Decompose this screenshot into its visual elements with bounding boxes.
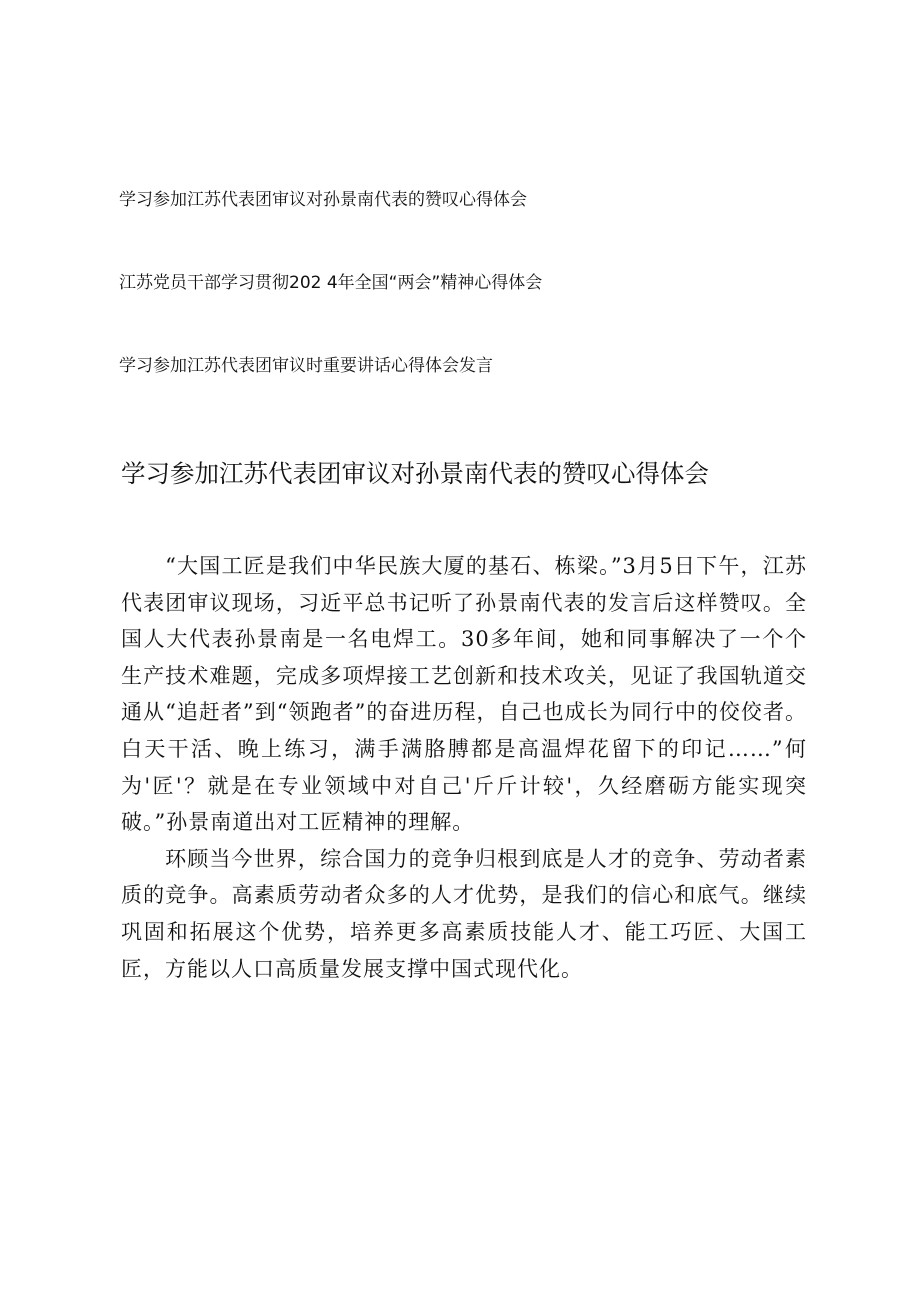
article-paragraph-2: 环顾当今世界，综合国力的竞争归根到底是人才的竞争、劳动者素质的竞争。高素质劳动者众多的人才优势，是我们的信心和底气。继续巩固和拓展这个优势，培养更多高素质技能人才、能工巧匠、大国工匠，方能以人口高质量发展支撑中国式现代化。 xyxy=(121,846,807,981)
article-body xyxy=(121,548,807,987)
toc-item-3: 学习参加江苏代表团审议时重要讲话心得体会发言 xyxy=(119,356,493,376)
toc-item-2: 江苏党员干部学习贯彻202 4年全国“两会”精神心得体会 xyxy=(119,273,543,293)
toc-item-1: 学习参加江苏代表团审议对孙景南代表的赞叹心得体会 xyxy=(119,190,527,210)
article-paragraph-1: “大国工匠是我们中华民族大厦的基石、栋梁。”3月5日下午，江苏代表团审议现场，习近平总书记听了孙景南代表的发言后这样赞叹。全国人大代表孙景南是一名电焊工。30多年间，她和同事解决了一个个生产技术难题，完成多项焊接工艺创新和技术攻关，见证了我国轨道交通从“追赶者”到“领跑者”的奋进历程，自己也成长为同行中的佼佼者。白天干活、晚上练习，满手满胳膊都是高温焊花留下的印记……”何为'匠'？就是在专业领域中对自己'斤斤计较'，久经磨砺方能实现突破。”孙景南道出对工匠精神的理解。 xyxy=(121,554,807,835)
article-title: 学习参加江苏代表团审议对孙景南代表的赞叹心得体会 xyxy=(121,459,709,488)
table-of-contents xyxy=(119,186,819,380)
